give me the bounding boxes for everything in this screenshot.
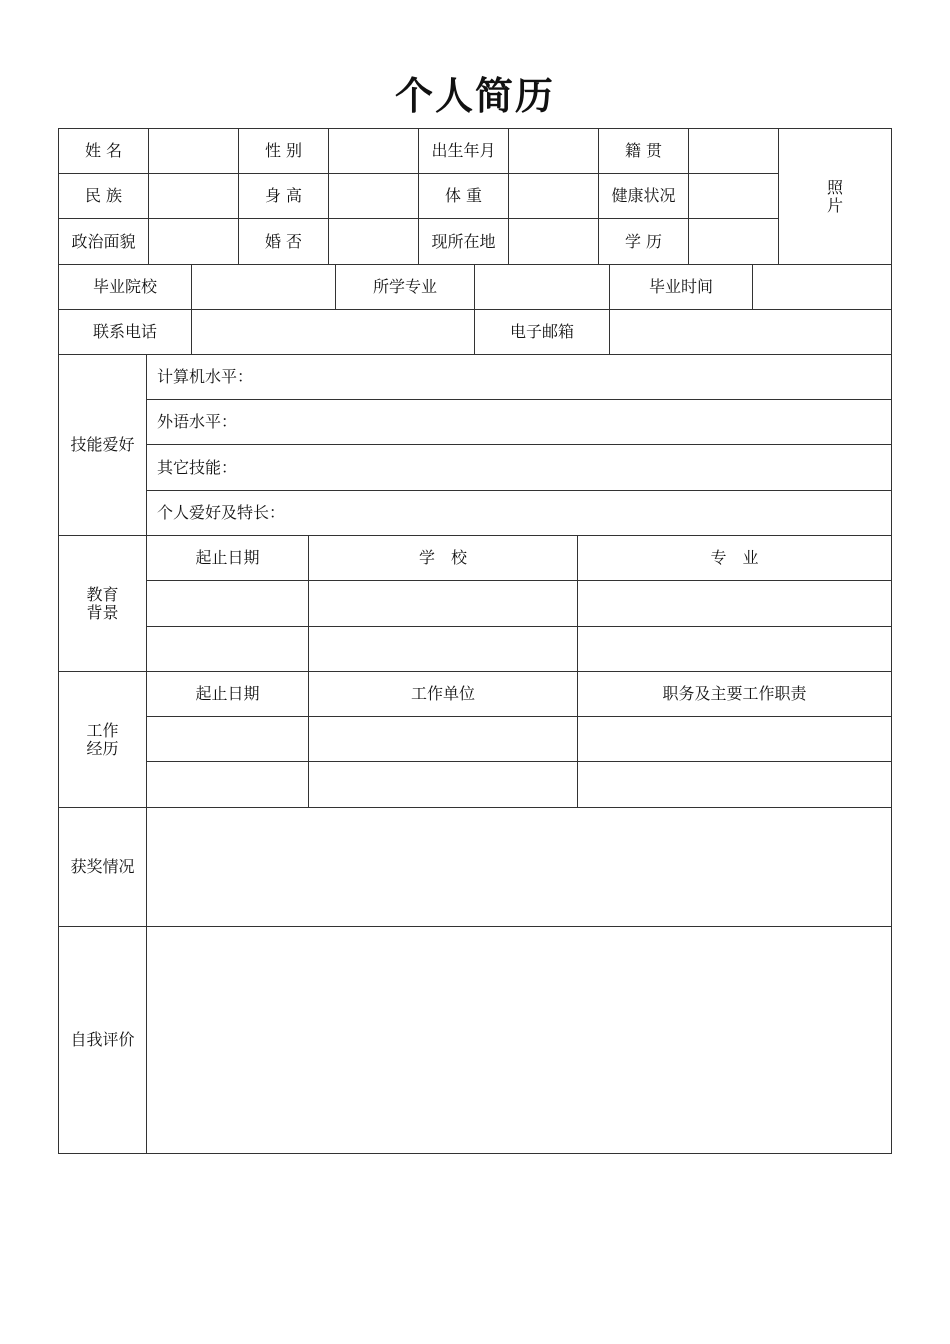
work-row-1-company[interactable] [308, 716, 578, 762]
gender-value[interactable] [328, 128, 419, 174]
work-row-1-duty[interactable] [577, 716, 892, 762]
language-level-field[interactable]: 外语水平： [146, 399, 892, 445]
work-row-2-company[interactable] [308, 761, 578, 808]
health-value[interactable] [688, 173, 779, 219]
location-label: 现所在地 [418, 218, 509, 265]
ethnicity-label: 民 族 [58, 173, 149, 219]
photo-box[interactable] [778, 128, 892, 265]
awards-value[interactable] [146, 807, 892, 927]
other-skills-field[interactable]: 其它技能： [146, 444, 892, 491]
self-evaluation-label: 自我评价 [58, 926, 147, 1154]
skills-label: 技能爱好 [58, 354, 147, 536]
health-label: 健康状况 [598, 173, 689, 219]
education-label: 学 历 [598, 218, 689, 265]
work-experience-label-2: 经历 [86, 738, 119, 758]
birth-label: 出生年月 [418, 128, 509, 174]
education-background-label [58, 535, 147, 672]
self-evaluation-value[interactable] [146, 926, 892, 1154]
work-experience-label-1: 工作 [86, 720, 119, 740]
phone-label: 联系电话 [58, 309, 192, 355]
major-label: 所学专业 [335, 264, 475, 310]
native-place-label: 籍 贯 [598, 128, 689, 174]
weight-label: 体 重 [418, 173, 509, 219]
edu-row-2-major[interactable] [577, 626, 892, 672]
graduated-from-value[interactable] [191, 264, 336, 310]
native-place-value[interactable] [688, 128, 779, 174]
education-background-label-1: 教育 [86, 584, 119, 604]
location-value[interactable] [508, 218, 599, 265]
computer-level-field[interactable]: 计算机水平： [146, 354, 892, 400]
graduation-time-value[interactable] [752, 264, 892, 310]
email-label: 电子邮箱 [474, 309, 610, 355]
gender-label: 性 别 [238, 128, 329, 174]
photo-label-1: 照 [826, 177, 843, 197]
education-background-label-2: 背景 [86, 602, 119, 622]
name-label: 姓 名 [58, 128, 149, 174]
edu-col-school: 学 校 [308, 535, 578, 581]
education-value[interactable] [688, 218, 779, 265]
work-col-company: 工作单位 [308, 671, 578, 717]
awards-label: 获奖情况 [58, 807, 147, 927]
work-experience-label [58, 671, 147, 808]
height-value[interactable] [328, 173, 419, 219]
work-row-2-date[interactable] [146, 761, 309, 808]
ethnicity-value[interactable] [148, 173, 239, 219]
edu-row-2-school[interactable] [308, 626, 578, 672]
edu-row-1-date[interactable] [146, 580, 309, 627]
email-value[interactable] [609, 309, 892, 355]
hobbies-field[interactable]: 个人爱好及特长： [146, 490, 892, 536]
marital-value[interactable] [328, 218, 419, 265]
political-value[interactable] [148, 218, 239, 265]
political-label: 政治面貌 [58, 218, 149, 265]
marital-label: 婚 否 [238, 218, 329, 265]
birth-value[interactable] [508, 128, 599, 174]
work-col-date: 起止日期 [146, 671, 309, 717]
work-col-duty: 职务及主要工作职责 [577, 671, 892, 717]
page-title: 个人简历 [394, 74, 555, 118]
major-value[interactable] [474, 264, 610, 310]
edu-row-2-date[interactable] [146, 626, 309, 672]
height-label: 身 高 [238, 173, 329, 219]
phone-value[interactable] [191, 309, 475, 355]
name-value[interactable] [148, 128, 239, 174]
graduation-time-label: 毕业时间 [609, 264, 753, 310]
edu-row-1-major[interactable] [577, 580, 892, 627]
photo-label-2: 片 [826, 195, 843, 215]
work-row-2-duty[interactable] [577, 761, 892, 808]
work-row-1-date[interactable] [146, 716, 309, 762]
edu-col-date: 起止日期 [146, 535, 309, 581]
weight-value[interactable] [508, 173, 599, 219]
graduated-from-label: 毕业院校 [58, 264, 192, 310]
edu-row-1-school[interactable] [308, 580, 578, 627]
edu-col-major: 专 业 [577, 535, 892, 581]
